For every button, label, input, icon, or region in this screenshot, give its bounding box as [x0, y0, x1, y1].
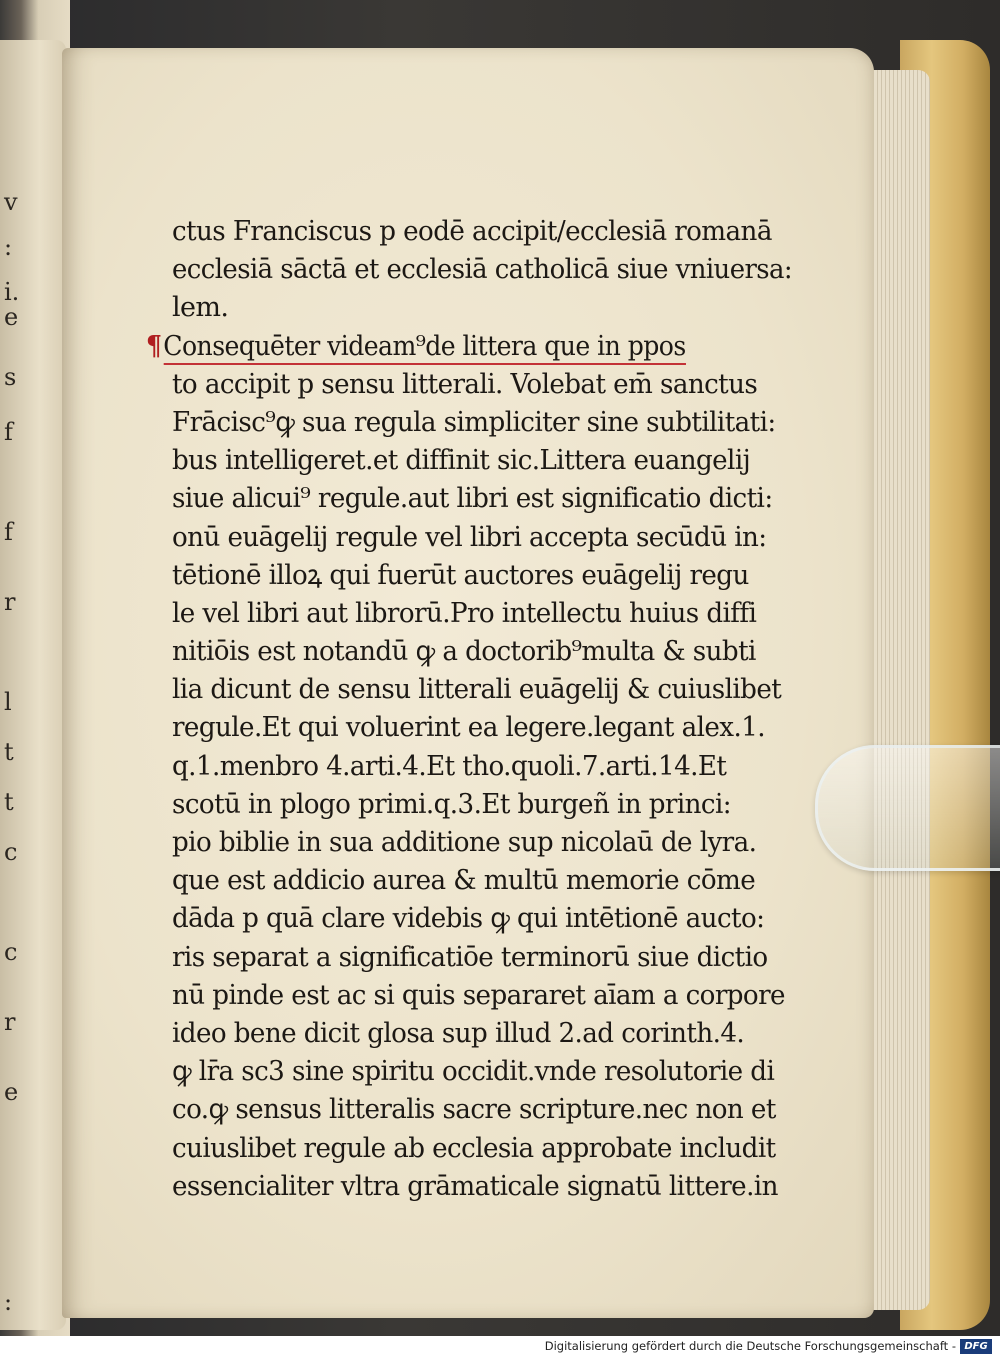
footer-bar	[0, 1336, 1000, 1358]
text-line: ecclesiā sāctā et ecclesiā catholicā siue vniuersa:	[172, 254, 793, 286]
glass-page-weight	[815, 745, 1000, 871]
facing-page-glyph: f	[4, 518, 13, 546]
page-text-block	[146, 213, 812, 1206]
footer-credit: Digitalisierung gefördert durch die Deutsche Forschungsgemeinschaft -	[544, 1339, 956, 1353]
facing-page-glyph: t	[4, 738, 14, 766]
facing-page-glyph: v	[4, 188, 18, 216]
text-line: nū pinde est ac si quis separaret aīam a corpore	[172, 979, 785, 1011]
facing-page-glyph: e	[4, 1078, 19, 1106]
text-line: Frācisc⁹ꝙ sua regula simpliciter sine subtilitati:	[172, 406, 776, 438]
facing-page-glyph: i.	[4, 278, 20, 306]
text-line: ris separat a significatiōe terminorū siue dictio	[172, 941, 768, 973]
text-line: ideo bene dicit glosa sup illud 2.ad corinth.4.	[172, 1017, 745, 1049]
facing-page-glyph: r	[4, 1008, 16, 1036]
facing-page-glyph: c	[4, 938, 18, 966]
text-line: siue alicui⁹ regule.aut libri est significatio dicti:	[172, 483, 773, 515]
facing-page-glyph: l	[4, 688, 12, 716]
text-line: scotū in plogo primi.q.3.Et burgeñ in princi:	[172, 788, 731, 820]
text-line: to accipit p sensu litterali. Volebat em̄ sanctus	[172, 368, 758, 400]
text-line: co.ꝙ sensus litteralis sacre scripture.nec non et	[172, 1094, 776, 1126]
text-line: que est addicio aurea & multū memorie cōme	[172, 865, 756, 897]
text-line: onū euāgelij regule vel libri accepta secūdū in:	[172, 521, 767, 553]
facing-page-glyph: s	[4, 363, 17, 391]
text-line: tētionē illoꝝ qui fuerūt auctores euāgelij regu	[172, 559, 749, 591]
text-line: lia dicunt de sensu litterali euāgelij & cuiuslibet	[172, 674, 782, 706]
facing-page-glyph: t	[4, 788, 14, 816]
dfg-logo: DFG	[960, 1339, 992, 1354]
text-line	[146, 328, 766, 366]
text-line: regule.Et qui voluerint ea legere.legant alex.1.	[172, 712, 765, 744]
text-line: nitiōis est notandū ꝙ a doctorib⁹multa & subti	[172, 636, 756, 668]
facing-page-glyph: :	[4, 233, 13, 261]
book-page	[62, 48, 874, 1318]
text-line: q.1.menbro 4.arti.4.Et tho.quoli.7.arti.14.Et	[172, 750, 727, 782]
text-line: bus intelligeret.et diffinit sic.Littera euangelij	[172, 445, 751, 477]
text-line: ctus Franciscus p eodē accipit/ecclesiā romanā	[172, 216, 772, 247]
text-line: ꝙ lr̄a sc3 sine spiritu occidit.vnde resolutorie di	[172, 1056, 775, 1088]
facing-page-glyph: f	[4, 418, 13, 446]
rubricated-line-text: Consequēter videam⁹de littera que in ppos	[163, 331, 685, 365]
text-line: cuiuslibet regule ab ecclesia approbate includit	[172, 1132, 776, 1164]
facing-page-glyph: c	[4, 838, 18, 866]
paragraph-mark: ¶	[146, 330, 162, 362]
text-line: lem.	[172, 292, 229, 324]
text-line: le vel libri aut librorū.Pro intellectu huius diffi	[172, 597, 757, 629]
text-line: essencialiter vltra grāmaticale signatū littere.in	[172, 1170, 778, 1202]
facing-page-glyph: r	[4, 588, 16, 616]
text-line: pio biblie in sua additione sup nicolaū de lyra.	[172, 827, 757, 858]
text-line: dāda p quā clare videbis ꝙ qui intētionē aucto:	[172, 903, 765, 935]
facing-page-glyph: e	[4, 303, 19, 331]
facing-page-glyph: :	[4, 1288, 13, 1316]
